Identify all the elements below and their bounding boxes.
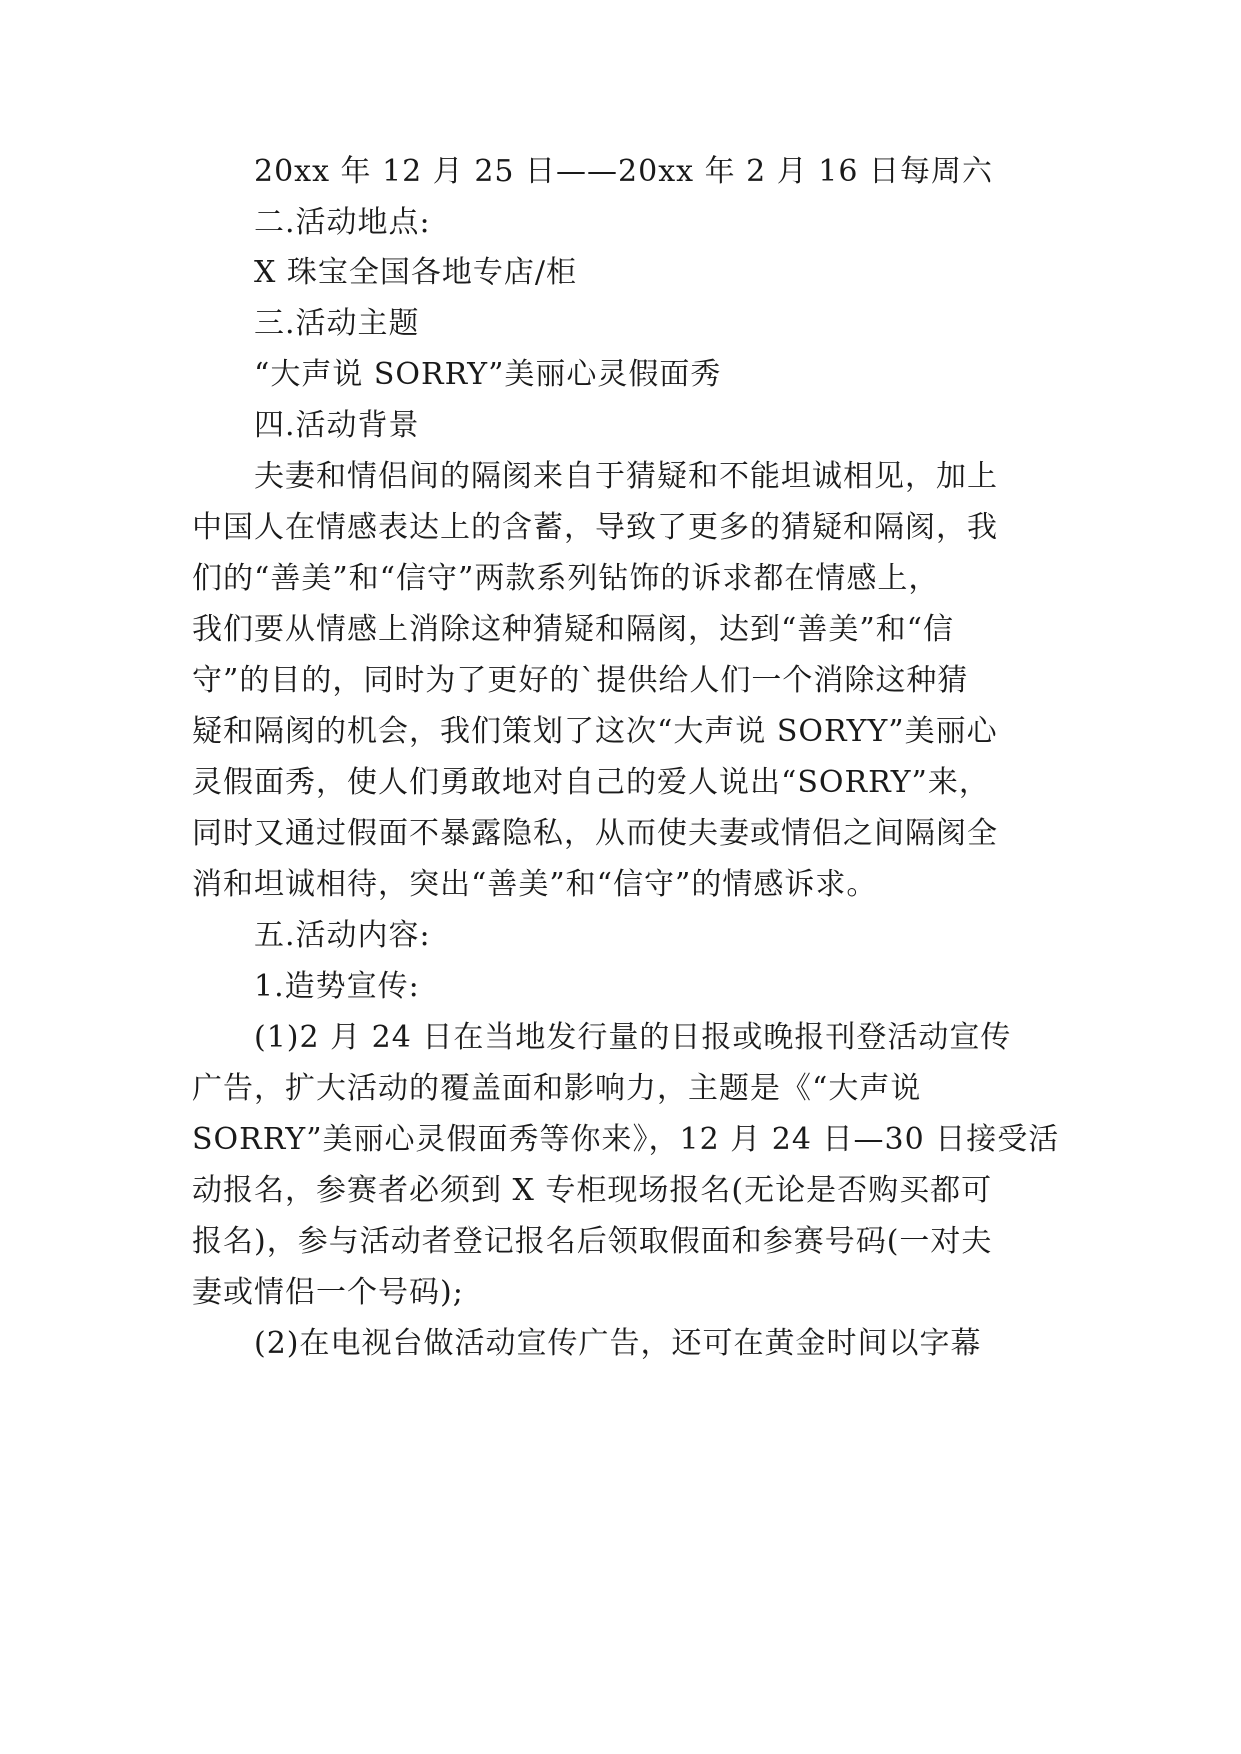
subsection-heading: 1.造势宣传:	[254, 969, 420, 1004]
paragraph-line: (1)2 月 24 日在当地发行量的日报或晚报刊登活动宣传	[254, 1020, 1012, 1055]
paragraph-line: (2)在电视台做活动宣传广告，还可在黄金时间以字幕	[254, 1326, 982, 1361]
section-heading: 三.活动主题	[254, 306, 420, 341]
paragraph-line: SORRY”美丽心灵假面秀等你来》，12 月 24 日—30 日接受活	[192, 1122, 1060, 1157]
paragraph-line: 动报名，参赛者必须到 X 专柜现场报名(无论是否购买都可	[192, 1173, 993, 1208]
paragraph-line: 夫妻和情侣间的隔阂来自于猜疑和不能坦诚相见，加上	[254, 459, 998, 494]
section-heading: 四.活动背景	[254, 408, 420, 443]
text-line: X 珠宝全国各地专店/柜	[254, 255, 578, 290]
paragraph-line: 中国人在情感表达上的含蓄，导致了更多的猜疑和隔阂，我	[192, 510, 998, 545]
text-line: 20xx 年 12 月 25 日——20xx 年 2 月 16 日每周六	[254, 154, 993, 189]
paragraph-line: 报名)，参与活动者登记报名后领取假面和参赛号码(一对夫	[192, 1224, 993, 1259]
paragraph-line: 灵假面秀，使人们勇敢地对自己的爱人说出“SORRY”来，	[192, 765, 990, 800]
section-heading: 五.活动内容:	[254, 918, 431, 953]
paragraph-line: 们的“善美”和“信守”两款系列钻饰的诉求都在情感上，	[192, 561, 940, 596]
paragraph-line: 同时又通过假面不暴露隐私，从而使夫妻或情侣之间隔阂全	[192, 816, 998, 851]
section-heading: 二.活动地点:	[254, 205, 431, 240]
text-line: “大声说 SORRY”美丽心灵假面秀	[254, 357, 722, 392]
paragraph-line: 疑和隔阂的机会，我们策划了这次“大声说 SORYY”美丽心	[192, 714, 998, 749]
paragraph-line: 广告，扩大活动的覆盖面和影响力，主题是《“大声说	[192, 1071, 922, 1106]
paragraph-line: 守”的目的，同时为了更好的`提供给人们一个消除这种猜	[192, 663, 969, 698]
paragraph-line: 消和坦诚相待，突出“善美”和“信守”的情感诉求。	[192, 867, 878, 902]
paragraph-line: 我们要从情感上消除这种猜疑和隔阂，达到“善美”和“信	[192, 612, 955, 647]
paragraph-line: 妻或情侣一个号码);	[192, 1275, 464, 1310]
